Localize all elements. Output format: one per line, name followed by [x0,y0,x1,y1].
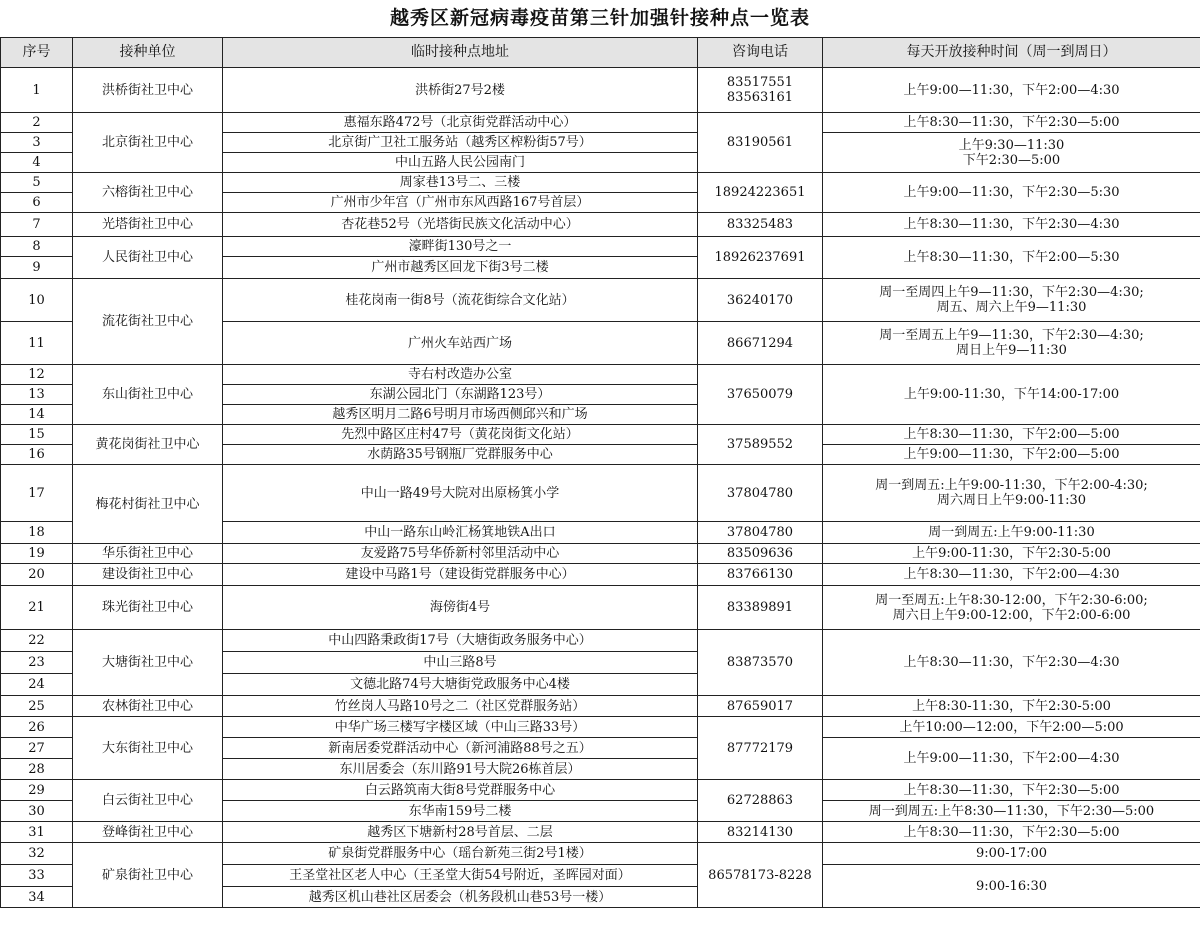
hours: 上午8:30—11:30，下午2:00—5:00 [823,425,1200,445]
row-no: 9 [1,257,73,279]
phone-number: 37804780 [698,522,823,544]
hours: 上午9:00—11:30，下午2:00—4:30 [823,68,1200,113]
row-no: 14 [1,405,73,425]
row-no: 11 [1,322,73,365]
hours: 上午8:30—11:30，下午2:30—5:00 [823,822,1200,843]
row-no: 19 [1,544,73,564]
hours: 周六周日上午9:00-11:30 [936,493,1087,508]
phone-number: 83190561 [698,113,823,173]
site-address: 中山三路8号 [223,652,698,674]
phone-number: 86578173-8228 [698,843,823,908]
header-hours: 每天开放接种时间（周一到周日） [823,38,1200,68]
unit-name: 东山街社卫中心 [73,365,223,425]
phone-number: 87772179 [698,717,823,780]
unit-name: 黄花岗街社卫中心 [73,425,223,465]
site-address: 越秀区下塘新村28号首层、二层 [223,822,698,843]
row-no: 32 [1,843,73,865]
hours: 周一至周五上午9—11:30，下午2:30—4:30; [879,328,1144,343]
hours: 上午10:00—12:00，下午2:00—5:00 [823,717,1200,738]
site-address: 广州市少年宫（广州市东风西路167号首层） [223,193,698,213]
phone-number: 83325483 [698,213,823,237]
row-no: 13 [1,385,73,405]
hours-cell [823,279,1200,322]
hours: 上午8:30—11:30，下午2:30—4:30 [823,213,1200,237]
site-address: 东川居委会（东川路91号大院26栋首层） [223,759,698,780]
site-address: 周家巷13号二、三楼 [223,173,698,193]
site-address: 中山四路秉政街17号（大塘街政务服务中心） [223,630,698,652]
row-no: 10 [1,279,73,322]
table-header-row [1,38,1200,68]
row-no: 29 [1,780,73,801]
hours: 周日上午9—11:30 [956,343,1067,358]
row-no: 24 [1,674,73,696]
site-address: 中山五路人民公园南门 [223,153,698,173]
phone-number: 18924223651 [698,173,823,213]
site-address: 文德北路74号大塘街党政服务中心4楼 [223,674,698,696]
row-no: 17 [1,465,73,522]
hours: 上午8:30-11:30，下午2:30-5:00 [823,696,1200,717]
site-address: 寺右村改造办公室 [223,365,698,385]
phone-number: 83214130 [698,822,823,843]
phone-number: 62728863 [698,780,823,822]
row-no: 23 [1,652,73,674]
table-row [1,586,1200,630]
header-address: 临时接种点地址 [223,38,698,68]
hours-cell [823,586,1200,630]
unit-name: 登峰街社卫中心 [73,822,223,843]
phone-number: 83563161 [726,90,794,105]
site-address: 中山一路49号大院对出原杨箕小学 [223,465,698,522]
hours-cell [823,465,1200,522]
site-address: 桂花岗南一街8号（流花街综合文化站） [223,279,698,322]
table-row [1,465,1200,522]
unit-name: 矿泉街社卫中心 [73,843,223,908]
site-address: 先烈中路区庄村47号（黄花岗街文化站） [223,425,698,445]
row-no: 31 [1,822,73,843]
site-address: 矿泉街党群服务中心（瑶台新苑三街2号1楼） [223,843,698,865]
site-address: 白云路筑南大街8号党群服务中心 [223,780,698,801]
hours: 9:00-17:00 [823,843,1200,865]
site-address: 濠畔街130号之一 [223,237,698,257]
site-address: 越秀区明月二路6号明月市场西侧邱兴和广场 [223,405,698,425]
hours: 上午8:30—11:30，下午2:30—5:00 [823,780,1200,801]
table-row [1,237,1200,257]
site-address: 惠福东路472号（北京街党群活动中心） [223,113,698,133]
site-address: 洪桥街27号2楼 [223,68,698,113]
document-title: 越秀区新冠病毒疫苗第三针加强针接种点一览表 [389,7,810,29]
row-no: 7 [1,213,73,237]
header-no: 序号 [1,38,73,68]
table-row [1,213,1200,237]
unit-name: 光塔街社卫中心 [73,213,223,237]
row-no: 21 [1,586,73,630]
unit-name: 梅花村街社卫中心 [73,465,223,544]
hours-cell [823,133,1200,173]
row-no: 34 [1,887,73,908]
hours: 上午9:30—11:30 [958,137,1065,153]
row-no: 22 [1,630,73,652]
hours: 周一至周五:上午8:30-12:00，下午2:30-6:00; [875,592,1148,608]
site-address: 广州市越秀区回龙下街3号二楼 [223,257,698,279]
hours: 上午8:30—11:30，下午2:30—5:00 [823,113,1200,133]
row-no: 5 [1,173,73,193]
hours: 周六日上午9:00-12:00，下午2:00-6:00 [892,607,1131,623]
hours-cell [823,322,1200,365]
phone-number: 37650079 [698,365,823,425]
phone-number: 36240170 [698,279,823,322]
hours: 周一到周五:上午9:00-11:30，下午2:00-4:30; [875,478,1148,493]
hours: 上午8:30—11:30，下午2:00—5:30 [823,237,1200,279]
hours: 周一到周五:上午9:00-11:30 [823,522,1200,544]
hours: 下午2:30—5:00 [962,152,1061,168]
hours: 周五、周六上午9—11:30 [936,300,1087,315]
site-address: 友爱路75号华侨新村邻里活动中心 [223,544,698,564]
site-address: 东湖公园北门（东湖路123号） [223,385,698,405]
hours: 周一到周五:上午8:30—11:30，下午2:30—5:00 [823,801,1200,822]
site-address: 杏花巷52号（光塔街民族文化活动中心） [223,213,698,237]
phone-number: 87659017 [698,696,823,717]
table-row [1,564,1200,586]
phone-number: 37804780 [698,465,823,522]
row-no: 18 [1,522,73,544]
phone-number: 83766130 [698,564,823,586]
hours: 上午9:00—11:30，下午2:00—4:30 [823,738,1200,780]
site-address: 竹丝岗人马路10号之二（社区党群服务站） [223,696,698,717]
unit-name: 建设街社卫中心 [73,564,223,586]
row-no: 16 [1,445,73,465]
unit-name: 珠光街社卫中心 [73,586,223,630]
table-row [1,822,1200,843]
site-address: 北京街广卫社工服务站（越秀区榨粉街57号） [223,133,698,153]
row-no: 20 [1,564,73,586]
row-no: 4 [1,153,73,173]
row-no: 6 [1,193,73,213]
unit-name: 六榕街社卫中心 [73,173,223,213]
site-address: 水荫路35号钢瓶厂党群服务中心 [223,445,698,465]
hours: 上午9:00-11:30，下午2:30-5:00 [823,544,1200,564]
table-row [1,780,1200,801]
site-address: 广州火车站西广场 [223,322,698,365]
table-row [1,717,1200,738]
row-no: 12 [1,365,73,385]
phone-number: 86671294 [698,322,823,365]
table-row [1,365,1200,385]
hours: 上午9:00—11:30，下午2:30—5:30 [823,173,1200,213]
site-address: 中山一路东山岭汇杨箕地铁A出口 [223,522,698,544]
row-no: 1 [1,68,73,113]
header-unit: 接种单位 [73,38,223,68]
site-address: 越秀区机山巷社区居委会（机务段机山巷53号一楼） [223,887,698,908]
unit-name: 大塘街社卫中心 [73,630,223,696]
row-no: 2 [1,113,73,133]
hours: 上午8:30—11:30，下午2:00—4:30 [823,564,1200,586]
table-row [1,544,1200,564]
row-no: 26 [1,717,73,738]
table-row [1,843,1200,865]
row-no: 28 [1,759,73,780]
vaccination-sites-table [0,37,1200,908]
phone-number: 83517551 [726,75,794,90]
phone-number: 83389891 [698,586,823,630]
unit-name: 流花街社卫中心 [73,279,223,365]
table-row [1,696,1200,717]
row-no: 8 [1,237,73,257]
site-address: 海傍街4号 [223,586,698,630]
unit-name: 北京街社卫中心 [73,113,223,173]
site-address: 建设中马路1号（建设街党群服务中心） [223,564,698,586]
unit-name: 大东街社卫中心 [73,717,223,780]
table-row [1,173,1200,193]
table-row [1,68,1200,113]
hours: 上午8:30—11:30，下午2:30—4:30 [823,630,1200,696]
hours: 上午9:00-11:30，下午14:00-17:00 [823,365,1200,425]
unit-name: 白云街社卫中心 [73,780,223,822]
table-row [1,279,1200,322]
row-no: 25 [1,696,73,717]
table-row [1,630,1200,652]
hours: 9:00-16:30 [823,865,1200,908]
row-no: 15 [1,425,73,445]
row-no: 30 [1,801,73,822]
row-no: 27 [1,738,73,759]
phone-number: 18926237691 [698,237,823,279]
table-row [1,113,1200,133]
phone-number: 83873570 [698,630,823,696]
hours: 周一至周四上午9—11:30，下午2:30—4:30; [879,285,1144,300]
unit-name: 华乐街社卫中心 [73,544,223,564]
unit-name: 农林街社卫中心 [73,696,223,717]
site-address: 中华广场三楼写字楼区域（中山三路33号） [223,717,698,738]
header-phone: 咨询电话 [698,38,823,68]
phone-number: 37589552 [698,425,823,465]
site-address: 东华南159号二楼 [223,801,698,822]
site-address: 王圣堂社区老人中心（王圣堂大街54号附近，圣晖园对面） [223,865,698,887]
unit-name: 人民街社卫中心 [73,237,223,279]
hours: 上午9:00—11:30，下午2:00—5:00 [823,445,1200,465]
table-row [1,425,1200,445]
row-no: 33 [1,865,73,887]
phone-cell [698,68,823,113]
phone-number: 83509636 [698,544,823,564]
unit-name: 洪桥街社卫中心 [73,68,223,113]
row-no: 3 [1,133,73,153]
site-address: 新南居委党群活动中心（新河浦路88号之五） [223,738,698,759]
